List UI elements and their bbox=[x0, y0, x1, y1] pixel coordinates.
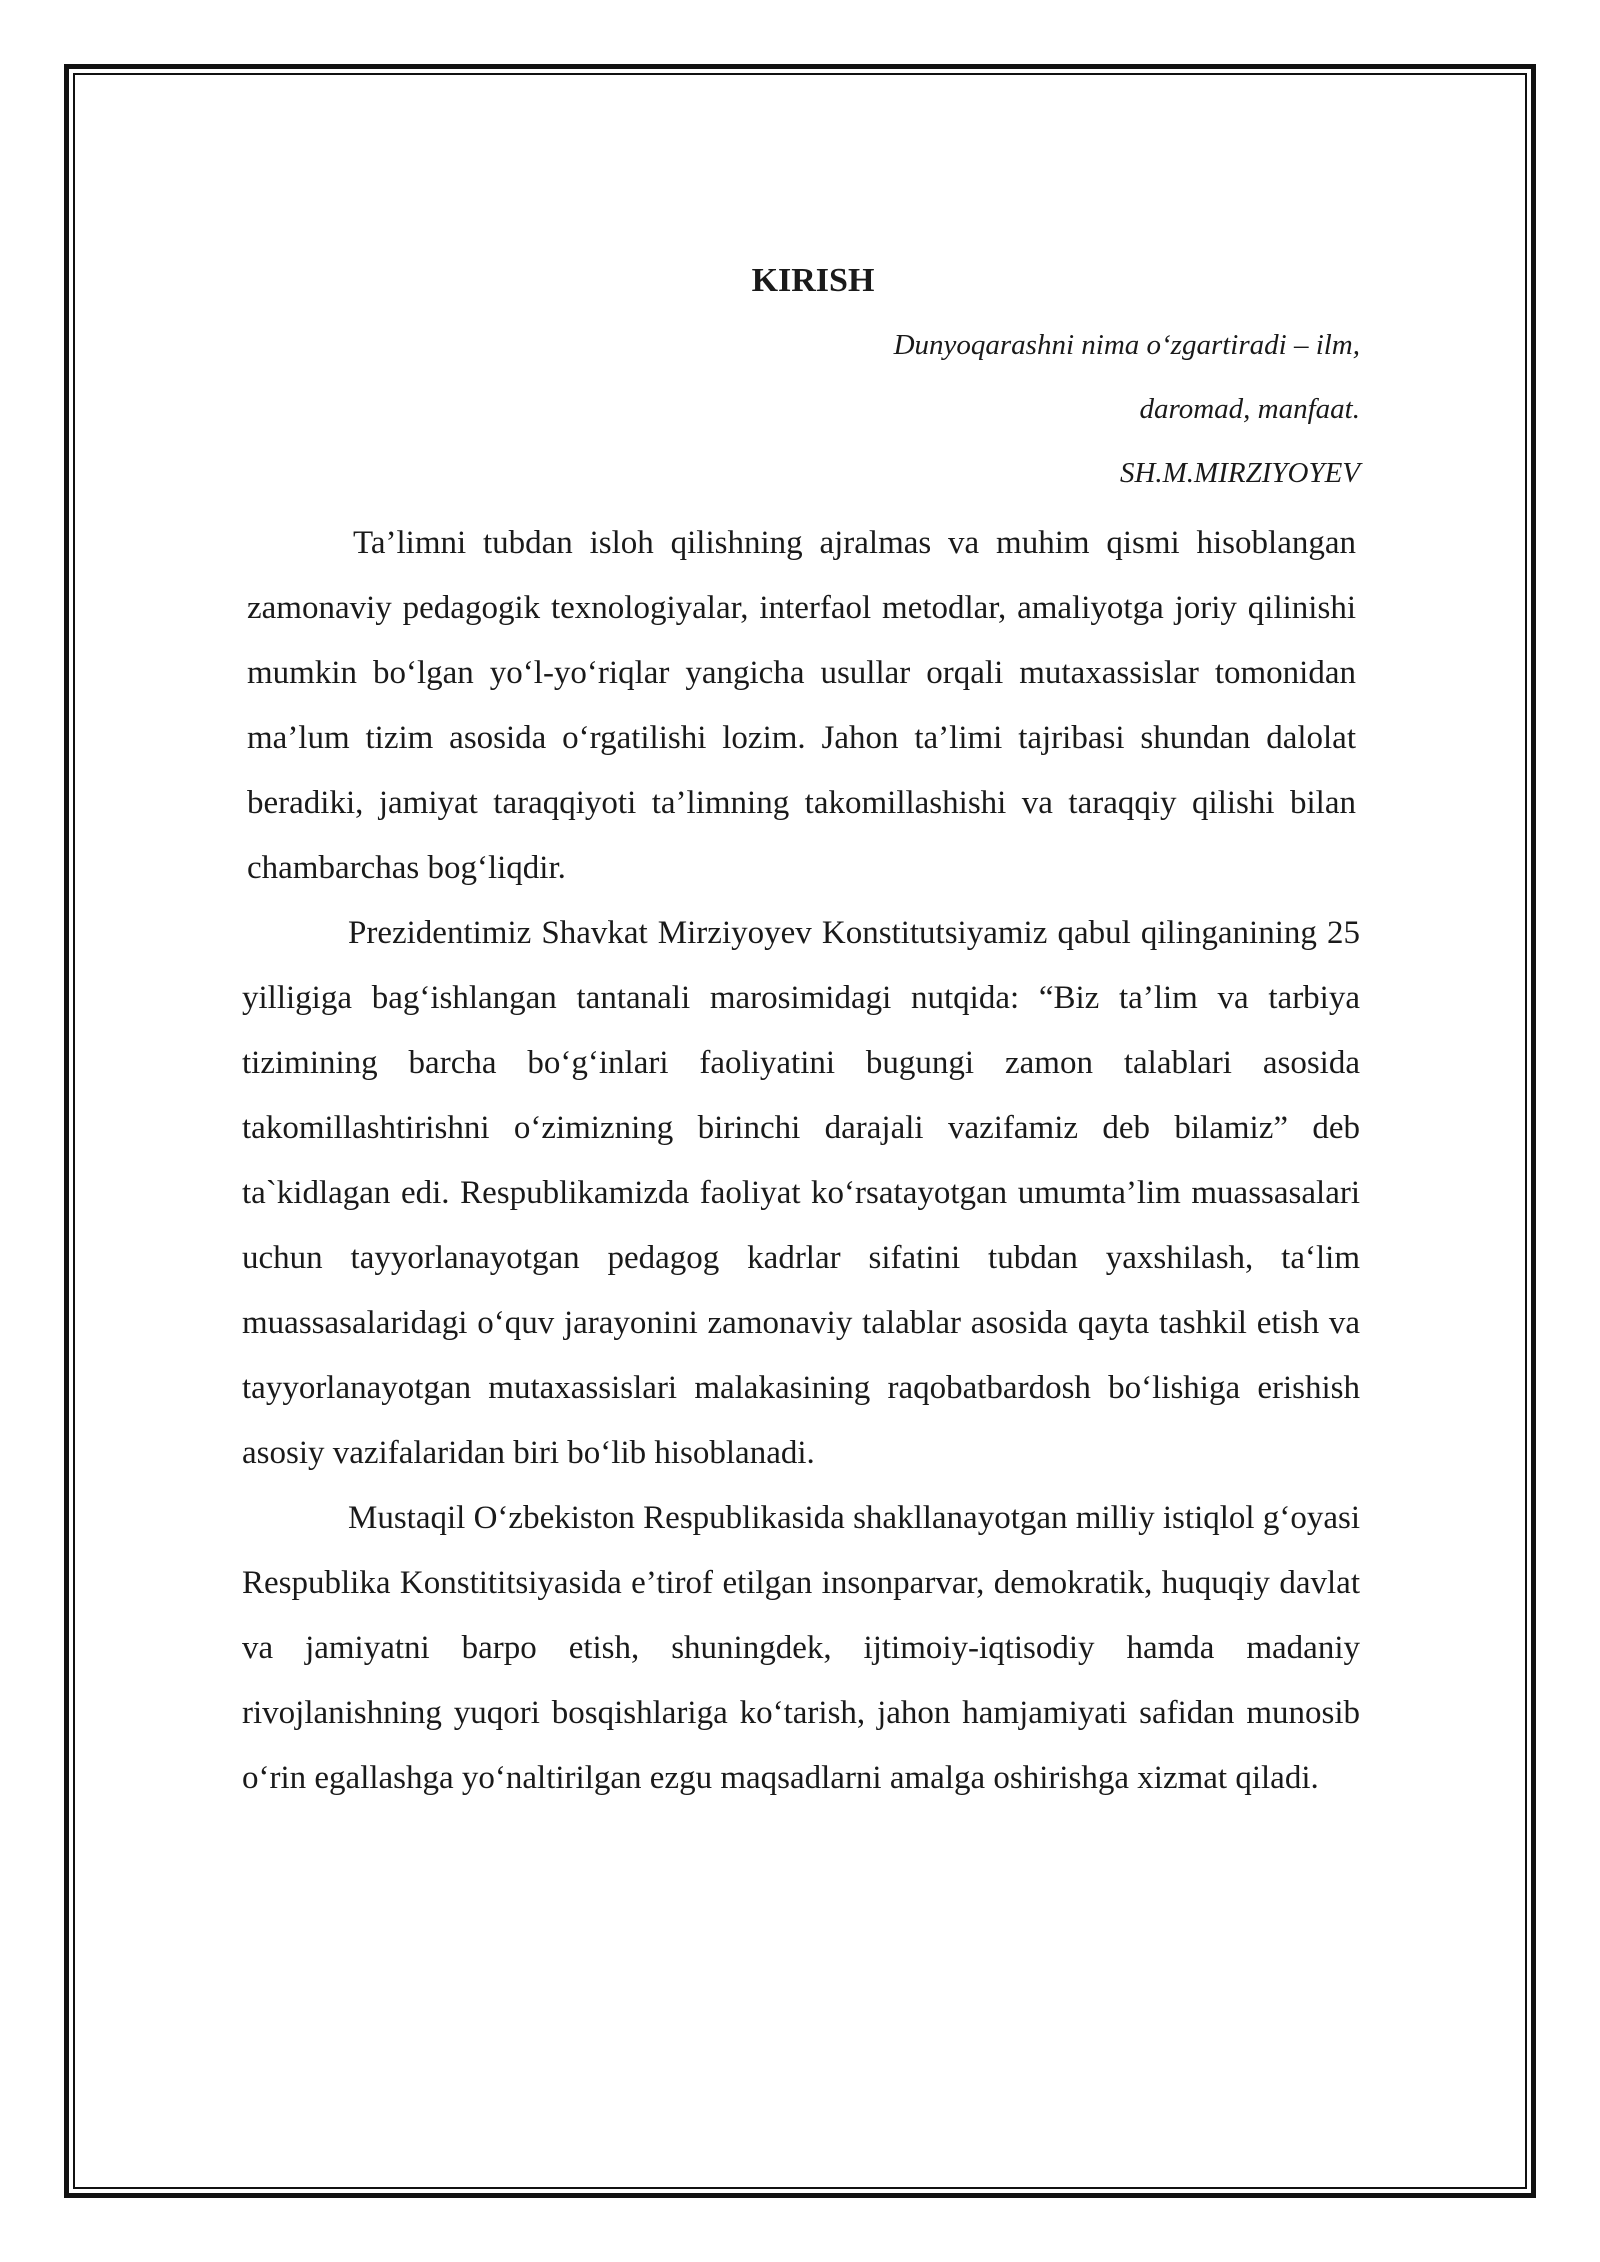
epigraph-line-1: Dunyoqarashni nima o‘zgartiradi – ilm, bbox=[893, 329, 1360, 361]
epigraph-author: SH.M.MIRZIYOYEV bbox=[1119, 457, 1360, 489]
epigraph bbox=[242, 307, 1360, 505]
body-text bbox=[242, 511, 1360, 1811]
paragraph-3: Mustaqil O‘zbekiston Respublikasida shakllanayotgan milliy istiqlol g‘oyasi Respublika Konstititsiyasida e’tirof etilgan insonparvar, demokratik, huquqiy davlat va jamiyatni barpo etish, shuningdek, ijtimoiy-iqtisodiy hamda madaniy rivojlanishning yuqori bosqishlariga ko‘tarish, jahon hamjamiyati safidan munosib o‘rin egallashga yo‘naltirilgan ezgu maqsadlarni amalga oshirishga xizmat qiladi. bbox=[242, 1500, 1360, 1796]
paragraph-1: Ta’limni tubdan isloh qilishning ajralmas va muhim qismi hisoblangan zamonaviy pedagogik texnologiyalar, interfaol metodlar, amaliyotga joriy qilinishi mumkin bo‘lgan yo‘l-yo‘riqlar yangicha usullar orqali mutaxassislar tomonidan ma’lum tizim asosida o‘rgatilishi lozim. Jahon ta’limi tajribasi shundan dalolat beradiki, jamiyat taraqqiyoti ta’limning takomillashishi va taraqqiy qilishi bilan chambarchas bog‘liqdir. bbox=[247, 525, 1356, 886]
paragraph-2: Prezidentimiz Shavkat Mirziyoyev Konstitutsiyamiz qabul qilinganining 25 yilligiga bag‘ishlangan tantanali marosimidagi nutqida: “Biz ta’lim va tarbiya tizimining barcha bo‘g‘inlari faoliyatini bugungi zamon talablari asosida takomillashtirishni o‘zimizning birinchi darajali vazifamiz deb bilamiz” deb ta`kidlagan edi. Respublikamizda faoliyat ko‘rsatayotgan umumta’lim muassasalari uchun tayyorlanayotgan pedagog kadrlar sifatini tubdan yaxshilash, ta‘lim muassasalaridagi o‘quv jarayonini zamonaviy talablar asosida qayta tashkil etish va tayyorlanayotgan mutaxassislari malakasining raqobatbardosh bo‘lishiga erishish asosiy vazifalaridan biri bo‘lib hisoblanadi. bbox=[242, 915, 1360, 1471]
page-title: KIRISH bbox=[751, 262, 875, 299]
document-body bbox=[242, 255, 1360, 1811]
epigraph-line-2: daromad, manfaat. bbox=[1139, 393, 1360, 425]
